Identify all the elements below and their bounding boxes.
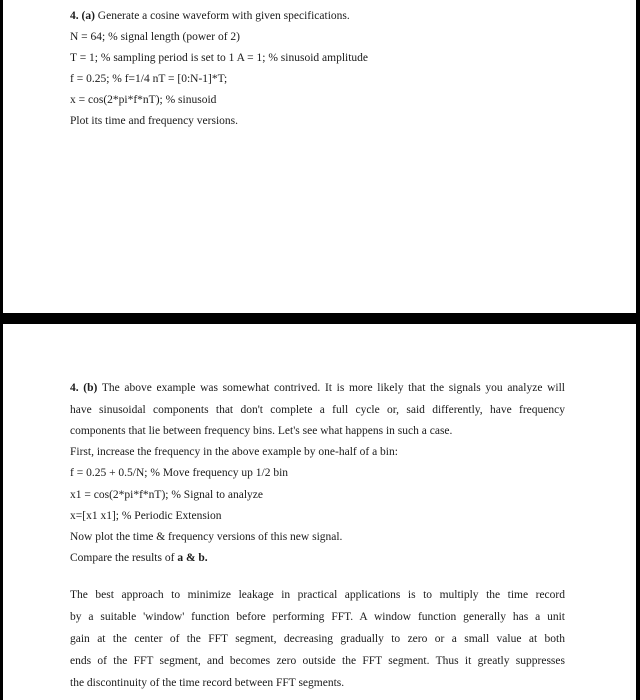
part-a-line-t: T = 1; % sampling period is set to 1 A = 1; % sinusoid amplitude [70, 52, 369, 64]
window-para-line-3: gain at the center of the FFT segment, decreasing gradually to zero or a small value at both [70, 633, 565, 645]
part-b-line-plot: Now plot the time & frequency versions of this new signal. [70, 531, 343, 543]
part-b-intro-line-1 [70, 381, 565, 395]
part-a-line-x: x = cos(2*pi*f*nT); % sinusoid [70, 94, 217, 106]
part-a-line-f: f = 0.25; % f=1/4 nT = [0:N-1]*T; [70, 73, 228, 85]
part-b-intro-line-2: have sinusoidal components that don't complete a full cycle or, said differently, have frequency [70, 404, 565, 416]
part-a-line-plot: Plot its time and frequency versions. [70, 115, 238, 127]
window-para-line-4: ends of the FFT segment, and becomes zero outside the FFT segment. Thus it greatly suppresses [70, 655, 565, 667]
window-para-line-1: The best approach to minimize leakage in practical applications is to multiply the time record [70, 589, 565, 601]
part-b-intro-text: The above example was somewhat contrived. It is more likely that the signals you analyze will [97, 382, 565, 394]
window-para-line-5: the discontinuity of the time record between FFT segments. [70, 677, 345, 689]
part-b-number: 4. [70, 382, 79, 394]
part-b-label: (b) [83, 382, 98, 394]
part-b-line-x: x=[x1 x1]; % Periodic Extension [70, 510, 222, 522]
page-bottom [3, 324, 636, 700]
part-a-number: 4. [70, 10, 79, 22]
part-b-intro-line-3: components that lie between frequency bins. Let's see what happens in such a case. [70, 425, 453, 437]
part-a-line-n: N = 64; % signal length (power of 2) [70, 31, 241, 43]
part-b-compare [70, 551, 208, 565]
part-a-heading-text: Generate a cosine waveform with given specifications. [94, 10, 350, 22]
part-a-heading [70, 9, 350, 23]
part-b-line-f: f = 0.25 + 0.5/N; % Move frequency up 1/2 bin [70, 467, 289, 479]
compare-text: Compare the results of [70, 552, 178, 564]
part-b-line-first: First, increase the frequency in the above example by one-half of a bin: [70, 446, 398, 458]
part-b-line-x1: x1 = cos(2*pi*f*nT); % Signal to analyze [70, 489, 263, 501]
window-para-line-2: by a suitable 'window' function before performing FFT. A window function generally has a unit [70, 611, 565, 623]
page-top [3, 0, 636, 313]
compare-bold: a & b. [177, 552, 208, 564]
part-a-label: (a) [81, 10, 95, 22]
